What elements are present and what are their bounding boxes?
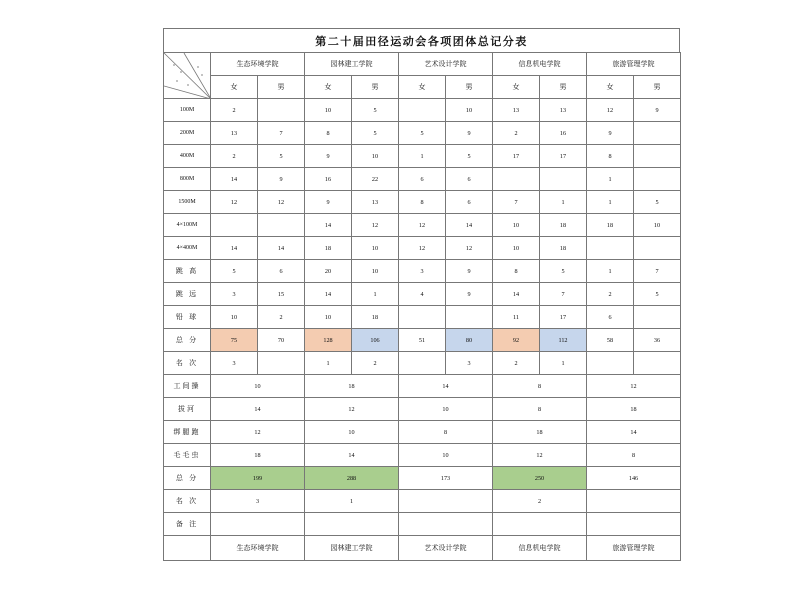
score-sheet (163, 28, 680, 559)
score-cell: 13 (211, 122, 258, 145)
score-cell: 18 (305, 237, 352, 260)
score-cell: 5 (211, 260, 258, 283)
score-cell: 6 (446, 168, 493, 191)
team-event-row (164, 375, 681, 398)
final-rank-row (164, 490, 681, 513)
score-cell: 12 (352, 214, 399, 237)
subtotal-cell: 75 (211, 329, 258, 352)
score-cell: 9 (446, 260, 493, 283)
male-header: 男 (540, 76, 587, 99)
score-cell (446, 306, 493, 329)
score-cell: 9 (305, 145, 352, 168)
rank-cell: 2 (352, 352, 399, 375)
event-row (164, 145, 681, 168)
team-score-cell: 10 (399, 398, 493, 421)
score-cell (258, 214, 305, 237)
score-table-body (164, 53, 681, 561)
event-label: 4×100M (164, 214, 211, 237)
rank-cell: 3 (211, 352, 258, 375)
score-cell: 14 (305, 214, 352, 237)
event-label: 跳 高 (164, 260, 211, 283)
score-cell (587, 237, 634, 260)
score-cell: 18 (352, 306, 399, 329)
rank-cell (258, 352, 305, 375)
grand-total-row (164, 467, 681, 490)
team-score-cell: 10 (399, 444, 493, 467)
team-event-row (164, 444, 681, 467)
female-header: 女 (305, 76, 352, 99)
score-cell: 10 (352, 237, 399, 260)
score-cell: 10 (352, 145, 399, 168)
score-cell: 6 (399, 168, 446, 191)
event-row (164, 283, 681, 306)
college-footer: 信息机电学院 (493, 536, 587, 561)
score-cell: 9 (587, 122, 634, 145)
score-cell: 16 (540, 122, 587, 145)
team-event-row (164, 421, 681, 444)
team-score-cell: 18 (305, 375, 399, 398)
score-cell (258, 99, 305, 122)
score-cell: 5 (634, 191, 681, 214)
score-cell (399, 306, 446, 329)
final-rank-cell: 1 (305, 490, 399, 513)
score-cell: 18 (540, 214, 587, 237)
team-event-label: 绑腿跑 (164, 421, 211, 444)
event-label: 100M (164, 99, 211, 122)
score-cell: 18 (587, 214, 634, 237)
score-cell: 9 (305, 191, 352, 214)
event-row (164, 99, 681, 122)
event-label: 800M (164, 168, 211, 191)
score-cell: 2 (258, 306, 305, 329)
score-cell: 14 (211, 168, 258, 191)
rank-row (164, 352, 681, 375)
event-label: 400M (164, 145, 211, 168)
subtotal-cell: 112 (540, 329, 587, 352)
score-cell: 20 (305, 260, 352, 283)
score-cell: 14 (211, 237, 258, 260)
team-event-row (164, 398, 681, 421)
score-cell: 2 (211, 99, 258, 122)
male-header: 男 (446, 76, 493, 99)
team-score-cell: 12 (587, 375, 681, 398)
college-header-row (164, 53, 681, 76)
remark-cell (587, 513, 681, 536)
rank-cell (399, 352, 446, 375)
score-cell (634, 237, 681, 260)
score-cell: 1 (352, 283, 399, 306)
score-cell: 10 (211, 306, 258, 329)
subtotal-cell: 80 (446, 329, 493, 352)
event-row (164, 260, 681, 283)
score-cell: 10 (352, 260, 399, 283)
final-rank-cell (587, 490, 681, 513)
score-cell: 12 (258, 191, 305, 214)
score-cell: 14 (305, 283, 352, 306)
subtotal-cell: 128 (305, 329, 352, 352)
subtotal-row (164, 329, 681, 352)
score-cell: 16 (305, 168, 352, 191)
event-row (164, 122, 681, 145)
score-cell: 5 (634, 283, 681, 306)
sheet-title: 第二十届田径运动会各项团体总记分表 (163, 28, 680, 52)
event-row (164, 306, 681, 329)
team-score-cell: 14 (399, 375, 493, 398)
team-event-label: 工间操 (164, 375, 211, 398)
score-cell: 17 (540, 306, 587, 329)
subtotal-cell: 58 (587, 329, 634, 352)
team-score-cell: 12 (305, 398, 399, 421)
score-cell: 12 (446, 237, 493, 260)
final-rank-cell (399, 490, 493, 513)
event-label: 跳 远 (164, 283, 211, 306)
female-header: 女 (399, 76, 446, 99)
rank-label: 名 次 (164, 352, 211, 375)
event-row (164, 214, 681, 237)
footer-empty-cell (164, 536, 211, 561)
female-header: 女 (493, 76, 540, 99)
college-footer: 艺术设计学院 (399, 536, 493, 561)
college-header: 园林建工学院 (305, 53, 399, 76)
score-cell: 10 (493, 214, 540, 237)
remark-cell (211, 513, 305, 536)
remark-label: 备 注 (164, 513, 211, 536)
score-cell: 10 (493, 237, 540, 260)
score-cell: 2 (211, 145, 258, 168)
score-cell: 1 (587, 260, 634, 283)
score-cell: 4 (399, 283, 446, 306)
score-cell: 12 (399, 237, 446, 260)
score-cell: 8 (587, 145, 634, 168)
score-cell: 1 (540, 191, 587, 214)
team-score-cell: 10 (305, 421, 399, 444)
score-cell (493, 168, 540, 191)
score-cell: 14 (446, 214, 493, 237)
score-cell: 6 (587, 306, 634, 329)
score-cell: 7 (540, 283, 587, 306)
score-cell: 2 (587, 283, 634, 306)
event-row (164, 191, 681, 214)
score-cell: 14 (493, 283, 540, 306)
team-score-cell: 8 (587, 444, 681, 467)
event-row (164, 237, 681, 260)
female-header: 女 (587, 76, 634, 99)
diagonal-header-cell (164, 53, 211, 99)
female-header: 女 (211, 76, 258, 99)
score-cell: 13 (352, 191, 399, 214)
event-label: 4×400M (164, 237, 211, 260)
grand-total-label: 总 分 (164, 467, 211, 490)
subtotal-cell: 106 (352, 329, 399, 352)
grand-total-cell: 146 (587, 467, 681, 490)
score-cell: 10 (446, 99, 493, 122)
college-footer: 生态环境学院 (211, 536, 305, 561)
grand-total-cell: 288 (305, 467, 399, 490)
final-rank-cell: 2 (493, 490, 587, 513)
remark-cell (493, 513, 587, 536)
score-cell (540, 168, 587, 191)
score-cell: 12 (587, 99, 634, 122)
score-cell: 5 (540, 260, 587, 283)
score-cell: 5 (352, 122, 399, 145)
team-score-cell: 14 (211, 398, 305, 421)
remark-cell (305, 513, 399, 536)
score-cell: 1 (399, 145, 446, 168)
team-score-cell: 10 (211, 375, 305, 398)
male-header: 男 (258, 76, 305, 99)
team-score-cell: 8 (493, 398, 587, 421)
score-cell: 18 (540, 237, 587, 260)
score-cell: 6 (258, 260, 305, 283)
score-cell (399, 99, 446, 122)
rank-cell: 2 (493, 352, 540, 375)
score-cell: 12 (211, 191, 258, 214)
score-cell: 9 (634, 99, 681, 122)
subtotal-cell: 51 (399, 329, 446, 352)
college-header: 信息机电学院 (493, 53, 587, 76)
score-cell: 9 (446, 283, 493, 306)
score-cell: 10 (634, 214, 681, 237)
score-cell: 7 (258, 122, 305, 145)
college-header: 生态环境学院 (211, 53, 305, 76)
college-footer-row (164, 536, 681, 561)
score-cell: 22 (352, 168, 399, 191)
score-cell: 1 (587, 191, 634, 214)
final-rank-cell: 3 (211, 490, 305, 513)
score-cell: 5 (446, 145, 493, 168)
rank-cell (634, 352, 681, 375)
male-header: 男 (352, 76, 399, 99)
score-cell: 5 (258, 145, 305, 168)
score-cell: 12 (399, 214, 446, 237)
score-cell: 7 (493, 191, 540, 214)
score-cell: 2 (493, 122, 540, 145)
score-cell: 11 (493, 306, 540, 329)
score-cell (634, 168, 681, 191)
team-score-cell: 12 (493, 444, 587, 467)
college-header: 旅游管理学院 (587, 53, 681, 76)
team-score-cell: 12 (211, 421, 305, 444)
team-score-cell: 18 (587, 398, 681, 421)
team-score-cell: 18 (211, 444, 305, 467)
score-cell: 15 (258, 283, 305, 306)
score-cell: 9 (258, 168, 305, 191)
score-cell (634, 122, 681, 145)
gender-header-row (164, 76, 681, 99)
subtotal-cell: 70 (258, 329, 305, 352)
score-cell: 9 (446, 122, 493, 145)
score-cell: 3 (399, 260, 446, 283)
score-cell: 17 (493, 145, 540, 168)
score-cell: 8 (399, 191, 446, 214)
score-cell: 13 (540, 99, 587, 122)
score-cell (634, 145, 681, 168)
score-cell: 3 (211, 283, 258, 306)
team-event-label: 拔河 (164, 398, 211, 421)
team-score-cell: 18 (493, 421, 587, 444)
team-score-cell: 8 (493, 375, 587, 398)
score-cell: 7 (634, 260, 681, 283)
team-score-cell: 8 (399, 421, 493, 444)
remark-row (164, 513, 681, 536)
score-cell (634, 306, 681, 329)
remark-cell (399, 513, 493, 536)
grand-total-cell: 199 (211, 467, 305, 490)
score-cell (211, 214, 258, 237)
college-footer: 园林建工学院 (305, 536, 399, 561)
rank-cell: 1 (305, 352, 352, 375)
grand-total-cell: 250 (493, 467, 587, 490)
rank-cell: 3 (446, 352, 493, 375)
score-cell: 10 (305, 306, 352, 329)
event-row (164, 168, 681, 191)
score-cell: 8 (305, 122, 352, 145)
rank-cell: 1 (540, 352, 587, 375)
diagonal-lines-icon (164, 53, 211, 99)
college-footer: 旅游管理学院 (587, 536, 681, 561)
event-label: 铅 球 (164, 306, 211, 329)
team-score-cell: 14 (305, 444, 399, 467)
team-score-cell: 14 (587, 421, 681, 444)
subtotal-cell: 36 (634, 329, 681, 352)
score-cell: 10 (305, 99, 352, 122)
score-cell: 17 (540, 145, 587, 168)
score-cell: 13 (493, 99, 540, 122)
final-rank-label: 名 次 (164, 490, 211, 513)
subtotal-cell: 92 (493, 329, 540, 352)
subtotal-label: 总 分 (164, 329, 211, 352)
grand-total-cell: 173 (399, 467, 493, 490)
male-header: 男 (634, 76, 681, 99)
event-label: 200M (164, 122, 211, 145)
score-cell: 6 (446, 191, 493, 214)
event-label: 1500M (164, 191, 211, 214)
score-cell: 14 (258, 237, 305, 260)
score-cell: 5 (399, 122, 446, 145)
score-cell: 8 (493, 260, 540, 283)
college-header: 艺术设计学院 (399, 53, 493, 76)
score-table (163, 52, 681, 561)
rank-cell (587, 352, 634, 375)
score-cell: 5 (352, 99, 399, 122)
team-event-label: 毛毛虫 (164, 444, 211, 467)
score-cell: 1 (587, 168, 634, 191)
